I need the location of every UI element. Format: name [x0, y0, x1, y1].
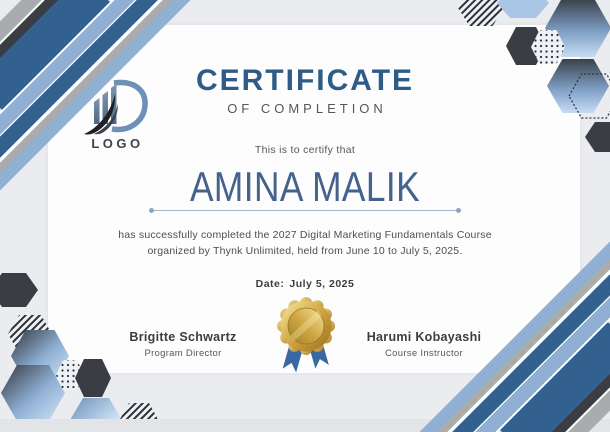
certify-line: This is to certify that [254, 144, 356, 156]
date-label: Date: [255, 278, 285, 290]
signatory-name: Harumi Kobayashi [366, 330, 482, 344]
signatory-role: Program Director [144, 348, 222, 359]
date-line [0, 278, 610, 290]
date-value: July 5, 2025 [289, 278, 355, 290]
signature-block-right [329, 330, 519, 359]
body-line-1: has successfully completed the 2027 Digital Marketing Fundamentals Course [118, 229, 492, 241]
body-text [0, 227, 610, 259]
underline-dot-right [456, 208, 461, 213]
certificate-subtitle: OF COMPLETION [227, 101, 387, 116]
signatory-name: Brigitte Schwartz [129, 330, 237, 344]
body-line-2: organized by Thynk Unlimited, held from June 10 to July 5, 2025. [147, 245, 463, 257]
logo-label: LOGO [91, 136, 144, 151]
underline-dot-left [149, 208, 154, 213]
rosette [277, 297, 335, 355]
signature-block-left [88, 330, 278, 359]
name-underline [152, 210, 458, 211]
certificate-title: CERTIFICATE [195, 64, 415, 97]
recipient-name: AMINA MALIK [189, 163, 421, 210]
signatory-role: Course Instructor [385, 348, 463, 359]
